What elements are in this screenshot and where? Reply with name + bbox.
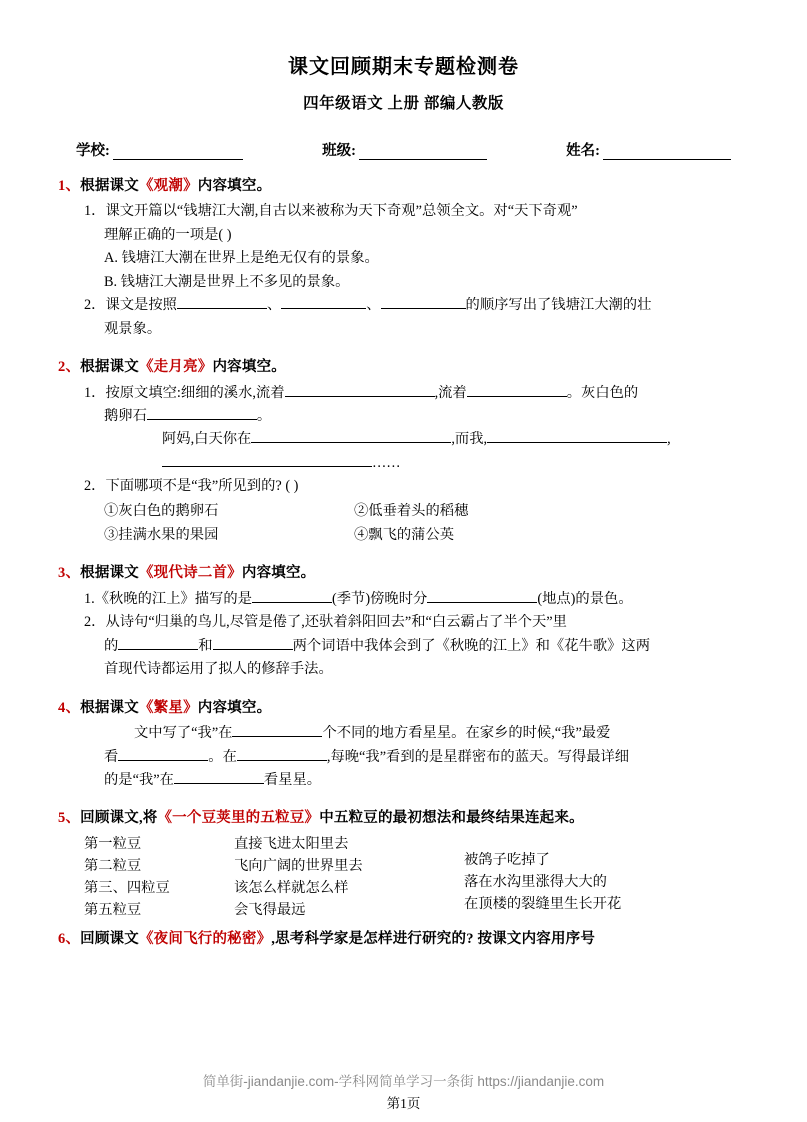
section-3-q2-text2: 的 (104, 637, 119, 654)
section-5-left-column (84, 833, 234, 922)
section-1-suffix: 内容填空。 (197, 178, 272, 194)
section-1-q2-line1 (84, 294, 749, 317)
section-2-q1-text4: ,而我, (451, 431, 488, 448)
section-1-title: 《观潮》 (138, 178, 198, 194)
section-1-heading (58, 175, 749, 198)
section-2-option-2[interactable] (354, 499, 604, 523)
section-5-heading (58, 807, 749, 830)
section-1 (58, 175, 749, 341)
section-2-suffix: 内容填空。 (212, 359, 286, 376)
section-4-suffix: 内容填空。 (197, 699, 272, 716)
page-number: 第1页 (386, 1096, 421, 1111)
section-1-option-b-label: B. 钱塘江大潮是世界上不多见的景象。 (104, 273, 350, 290)
section-2-q1-blank-6[interactable] (162, 453, 372, 467)
section-5-number: 5、 (58, 810, 81, 827)
section-2-option-1-label: ①灰白色的鹅卵石 (104, 502, 219, 519)
section-5-right-column (464, 833, 714, 922)
section-1-q2-line2 (104, 318, 749, 341)
section-4-blank-4[interactable] (174, 770, 264, 784)
section-3-q1-blank-1[interactable] (252, 589, 332, 603)
section-3-q1-line (84, 588, 749, 611)
section-6-number: 6、 (58, 930, 81, 947)
name-label: 姓名: (566, 143, 600, 159)
section-2 (58, 356, 749, 547)
match-item-left[interactable]: 第三、四粒豆 (84, 880, 170, 897)
section-2-q1-text2: 鹅卵石 (104, 408, 147, 425)
section-2-q1-sep-1: ,流着 (434, 384, 467, 401)
match-item-middle[interactable]: 飞向广阔的世界里去 (234, 858, 363, 875)
section-4-number: 4、 (58, 699, 81, 716)
section-4-text-4: 。在 (208, 748, 237, 765)
section-1-q2-tail: 的顺序写出了钱塘江大潮的壮 (465, 297, 652, 314)
section-3-q1-text: 1.《秋晚的江上》描写的是 (84, 590, 252, 607)
school-blank[interactable] (113, 146, 243, 160)
section-2-q1-text: 1．按原文填空:细细的溪水,流着 (84, 384, 285, 401)
class-field[interactable] (322, 139, 487, 160)
match-item-right[interactable]: 落在水沟里涨得大大的 (464, 874, 607, 891)
section-3-number: 3、 (58, 565, 81, 582)
section-4-title: 《繁星》 (138, 699, 198, 716)
section-1-prefix: 根据课文 (80, 178, 139, 194)
section-6-prefix: 回顾课文 (80, 930, 139, 947)
section-1-number: 1、 (58, 178, 81, 194)
section-3-q2-text4: 两个词语中我体会到了《秋晚的江上》和《花牛歌》这两 (292, 637, 651, 654)
section-2-q1-ellipsis: …… (372, 454, 401, 471)
section-4-text-6: 的是“我”在 (104, 771, 174, 788)
section-5-suffix: 中五粒豆的最初想法和最终结果连起来。 (319, 810, 584, 827)
section-2-option-3[interactable] (104, 523, 354, 547)
section-3-heading (58, 562, 749, 585)
section-2-q1-blank-4[interactable] (251, 429, 451, 443)
section-4-line1 (134, 722, 749, 745)
section-5-prefix: 回顾课文,将 (80, 810, 158, 827)
section-1-q1-line2[interactable] (104, 224, 749, 247)
section-4-line3 (104, 769, 749, 792)
section-2-options-row-1 (104, 499, 749, 523)
section-1-q1-line1 (84, 200, 749, 223)
section-2-option-4-label: ④飘飞的蒲公英 (354, 527, 455, 544)
section-3-q2-blank-1[interactable] (118, 636, 198, 650)
section-3-q2-blank-2[interactable] (213, 636, 293, 650)
section-2-option-4[interactable] (354, 523, 604, 547)
section-3 (58, 562, 749, 681)
section-1-q2-tail2: 观景象。 (104, 320, 162, 337)
section-1-q2-sep-2: 、 (366, 297, 381, 314)
section-5 (58, 807, 749, 921)
section-2-q1-line4 (162, 452, 749, 475)
section-2-q1-text3: 阿妈,白天你在 (162, 431, 252, 448)
section-3-q2-line2 (104, 635, 749, 658)
name-field[interactable] (566, 139, 731, 160)
match-item-middle[interactable]: 直接飞进太阳里去 (234, 835, 349, 852)
section-3-q1-text2: (季节)傍晚时分 (332, 590, 428, 607)
page-subtitle: 四年级语文 上册 部编人教版 (303, 95, 504, 112)
section-2-option-3-label: ③挂满水果的果园 (104, 527, 219, 544)
section-4-text-7: 看星星。 (263, 771, 322, 788)
section-4-text-3: 看 (104, 748, 119, 765)
section-3-q2-line1 (84, 611, 749, 634)
section-2-q1-blank-5[interactable] (487, 429, 667, 443)
school-label: 学校: (76, 143, 110, 159)
footer-watermark: 简单街-jiandanjie.com-学科网简单学习一条街 https://jiandanjie.com (202, 1074, 605, 1089)
section-2-title: 《走月亮》 (138, 359, 213, 376)
match-item-left[interactable]: 第二粒豆 (84, 858, 142, 875)
section-3-title: 《现代诗二首》 (138, 565, 242, 582)
section-3-q2-text3: 和 (198, 637, 213, 654)
section-3-suffix: 内容填空。 (241, 565, 316, 582)
section-1-q1-choice-prompt: 理解正确的一项是( ) (104, 226, 232, 243)
section-2-q2-text: 2．下面哪项不是“我”所见到的? ( ) (84, 478, 299, 495)
section-2-prefix: 根据课文 (80, 359, 139, 376)
section-1-q2-blank-1[interactable] (177, 295, 267, 309)
section-4-prefix: 根据课文 (80, 699, 139, 716)
section-4-text-5: ,每晚“我”看到的是星群密布的蓝天。写得最详细 (326, 748, 630, 765)
section-6-heading (58, 928, 749, 951)
section-2-q1-line2 (104, 405, 749, 428)
section-5-middle-column (234, 833, 464, 922)
section-3-q2-line3 (104, 658, 749, 681)
section-2-q1-comma: , (667, 431, 671, 448)
section-6-suffix: ,思考科学家是怎样进行研究的? 按课文内容用序号 (271, 930, 596, 947)
section-2-q1-blank-1[interactable] (285, 383, 435, 397)
section-1-option-a[interactable] (104, 247, 749, 270)
section-1-option-b[interactable] (104, 271, 749, 294)
section-2-q1-line1 (84, 382, 749, 405)
section-2-q1-blank-3[interactable] (147, 406, 257, 420)
section-4-blank-3[interactable] (237, 747, 327, 761)
match-item-middle[interactable]: 会飞得最远 (234, 902, 306, 919)
section-5-match-area (84, 833, 749, 922)
match-item-right[interactable]: 被鸽子吃掉了 (464, 851, 550, 868)
section-2-options-row-2 (104, 523, 749, 547)
section-3-q2-text: 2．从诗句“归巢的鸟儿,尽管是倦了,还驮着斜阳回去”和“白云霸占了半个天”里 (84, 614, 567, 631)
section-2-q1-period: 。 (256, 408, 272, 425)
section-2-q1-blank-2[interactable] (467, 383, 567, 397)
name-blank[interactable] (603, 146, 731, 160)
section-4 (58, 697, 749, 793)
page-title: 课文回顾期末专题检测卷 (288, 56, 519, 78)
section-1-q2-text: 2．课文是按照 (84, 297, 177, 314)
section-4-text-2: 个不同的地方看星星。在家乡的时候,“我”最爱 (322, 725, 611, 742)
student-info-row (58, 139, 749, 160)
section-1-q2-sep-1: 、 (266, 297, 282, 314)
section-6-title: 《夜间飞行的秘密》 (138, 930, 272, 947)
match-item-left[interactable]: 第五粒豆 (84, 902, 142, 919)
match-item-right[interactable]: 在顶楼的裂缝里生长开花 (464, 896, 622, 913)
section-1-q2-blank-3[interactable] (381, 295, 466, 309)
section-1-q1-text: 1．课文开篇以“钱塘江大潮,自古以来被称为天下奇观”总领全文。对“天下奇观” (84, 203, 578, 220)
section-2-q1-line3 (162, 428, 749, 451)
school-field[interactable] (76, 139, 243, 160)
class-label: 班级: (322, 143, 356, 159)
section-5-title: 《一个豆荚里的五粒豆》 (157, 810, 320, 827)
section-2-q2-line[interactable] (84, 475, 749, 498)
section-2-heading (58, 356, 749, 379)
class-blank[interactable] (359, 146, 487, 160)
section-2-number: 2、 (58, 359, 81, 376)
section-4-blank-1[interactable] (232, 723, 322, 737)
section-1-option-a-label: A. 钱塘江大潮在世界上是绝无仅有的景象。 (104, 250, 379, 267)
section-3-q1-blank-2[interactable] (427, 589, 537, 603)
section-2-q1-tail: 。灰白色的 (566, 384, 639, 401)
match-item-middle[interactable]: 该怎么样就怎么样 (234, 880, 349, 897)
section-3-q2-text5: 首现代诗都运用了拟人的修辞手法。 (104, 661, 333, 678)
section-6 (58, 928, 749, 951)
section-1-q2-blank-2[interactable] (281, 295, 366, 309)
section-3-prefix: 根据课文 (80, 565, 139, 582)
section-4-line2 (104, 746, 749, 769)
section-4-text-1: 文中写了“我”在 (134, 725, 233, 742)
match-item-left[interactable]: 第一粒豆 (84, 835, 142, 852)
section-4-blank-2[interactable] (118, 747, 208, 761)
section-4-heading (58, 697, 749, 720)
section-3-q1-text3: (地点)的景色。 (537, 590, 633, 607)
section-2-option-2-label: ②低垂着头的稻穗 (354, 502, 469, 519)
section-2-option-1[interactable] (104, 499, 354, 523)
